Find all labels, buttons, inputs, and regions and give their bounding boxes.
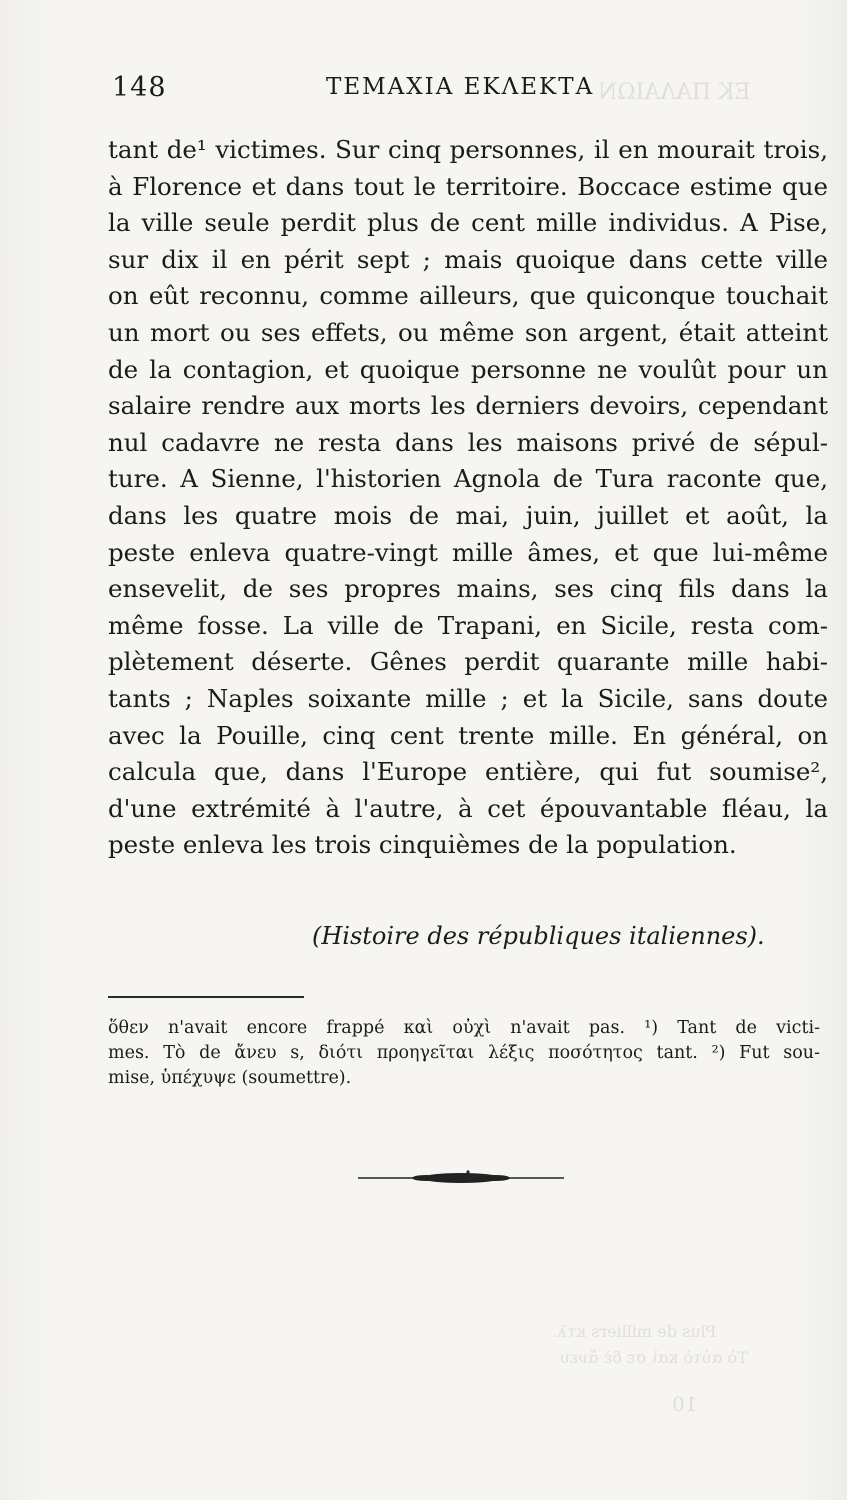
bleed-through-signature: 10 <box>672 1392 698 1416</box>
body-line: salaire rendre aux morts les derniers devoirs, cependant <box>108 391 828 421</box>
footnotes <box>108 1016 820 1091</box>
body-line: d'une extrémité à l'autre, à cet épouvantable fléau, la <box>108 793 828 823</box>
body-line: dans les quatre mois de mai, juin, juillet et août, la <box>108 500 828 530</box>
page-header <box>112 72 832 108</box>
body-line: ture. A Sienne, l'historien Agnola de Tura raconte que, <box>108 464 828 494</box>
footnote-divider <box>108 996 304 998</box>
page-number: 148 <box>112 72 167 103</box>
body-line: sur dix il en périt sept ; mais quoique dans cette ville <box>108 244 828 274</box>
body-line: un mort ou ses effets, ou même son argent, était atteint <box>108 317 828 347</box>
body-line: avec la Pouille, cinq cent trente mille. En général, on <box>108 720 828 750</box>
body-line: peste enleva les trois cinquièmes de la population. <box>108 830 737 860</box>
body-line: ensevelit, de ses propres mains, ses cinq fils dans la <box>108 574 828 604</box>
body-line: de la contagion, et quoique personne ne voulût pour un <box>108 354 828 384</box>
bleed-through-header: EK ΠΑΛΑΙΩΝ <box>598 80 751 105</box>
source-attribution: (Histoire des républiques italiennes). <box>312 922 765 950</box>
body-line: peste enleva quatre-vingt mille âmes, et que lui-même <box>108 537 828 567</box>
body-line: plètement déserte. Gênes perdit quarante mille habi- <box>108 647 828 677</box>
body-line: tant de¹ victimes. Sur cinq personnes, il en mourait trois, <box>108 135 828 164</box>
end-ornament-icon <box>356 1170 566 1186</box>
footnote-line: ὅθεν n'avait encore frappé καὶ οὐχὶ n'avait pas. ¹) Tant de victi- <box>108 1018 820 1038</box>
bleed-through-footnote-1: Plus de milliers κτλ. <box>552 1322 717 1341</box>
running-title: ΤΕΜΑΧΙΑ ΕΚΛΕΚΤΑ <box>326 74 595 100</box>
footnote-line: mes. Τὸ de ἄνευ s, διότι προηγεῖται λέξις ποσότητος tant. ²) Fut sou- <box>108 1043 820 1063</box>
footnote-line: mise, ὑπέχυψε (soumettre). <box>108 1068 352 1088</box>
body-text <box>108 132 828 864</box>
body-line: même fosse. La ville de Trapani, en Sicile, resta com- <box>108 610 828 640</box>
bleed-through-footnote-2: Τὸ αὐτὸ καὶ σε δὲ ἄνευ <box>560 1348 748 1367</box>
body-line: on eût reconnu, comme ailleurs, que quiconque touchait <box>108 281 828 311</box>
body-line: calcula que, dans l'Europe entière, qui fut soumise², <box>108 757 828 787</box>
body-line: à Florence et dans tout le territoire. Boccace estime que <box>108 171 828 201</box>
body-line: tants ; Naples soixante mille ; et la Sicile, sans doute <box>108 683 828 713</box>
body-line: nul cadavre ne resta dans les maisons privé de sépul- <box>108 427 828 457</box>
body-line: la ville seule perdit plus de cent mille individus. A Pise, <box>108 208 828 238</box>
